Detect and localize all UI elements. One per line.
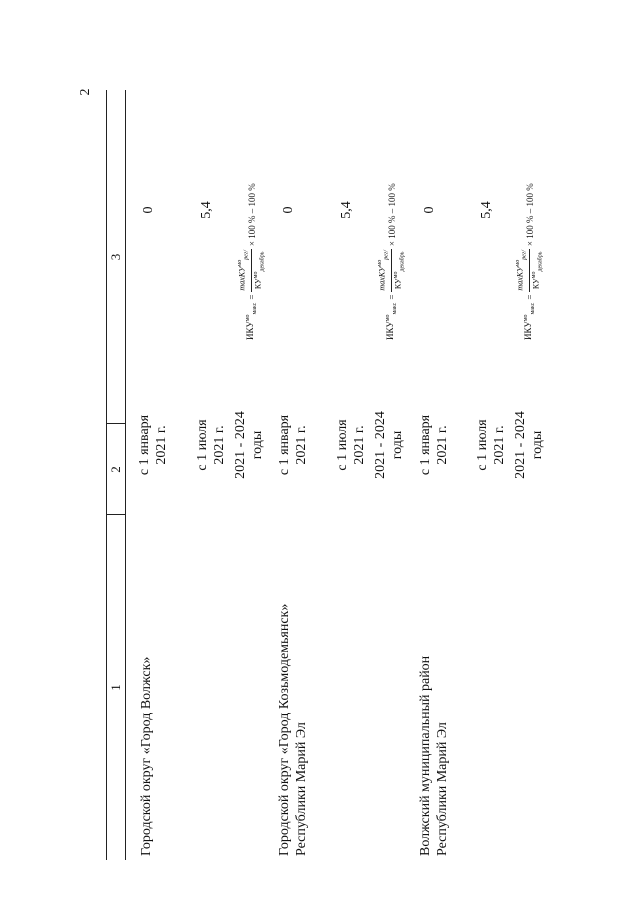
period-line2: годы [250,430,265,460]
period-line2: 2021 г. [435,425,450,465]
period-line1: 2021 - 2024 [373,411,388,479]
formula-denominator [530,251,545,291]
row-2-formula [376,100,408,340]
den-text: КУ [393,278,403,290]
num-sub: рег/ [521,250,528,260]
num-sub: рег/ [383,250,390,260]
formula-lhs-sub: макс [530,302,537,315]
formula-lhs-sup: мо [245,314,252,322]
row-3-period-3 [512,375,546,515]
header-col-1: 1 [108,684,123,691]
period-line2: годы [390,430,405,460]
row-1-value-1: 0 [141,206,156,214]
period-line2: 2021 г. [212,425,227,465]
period-line1: с 1 июля [475,419,490,471]
formula-equals: = [386,294,397,300]
formula-numerator [514,249,530,291]
formula-denominator [252,251,267,291]
formula-lhs-sub: макс [252,302,259,315]
row-2-period-2 [334,375,368,515]
row-2-name-line2: Республики Марий Эл [294,722,309,856]
page-number: 2 [78,88,93,96]
formula-numerator [376,249,392,291]
period-line2: 2021 г. [154,425,169,465]
row-3-period-1 [417,375,451,515]
formula-equals: = [524,294,535,300]
num-text: maxКУ [377,266,387,291]
formula-tail: × 100 % – 100 % [524,183,535,247]
row-2-period-1 [276,375,310,515]
num-sup: мо [377,259,383,267]
header-col-3: 3 [108,253,123,261]
num-text: maxКУ [237,266,247,291]
formula-fraction [236,249,268,291]
den-sup: мо [531,271,538,279]
row-3-period-2 [474,375,508,515]
period-line1: 2021 - 2024 [513,411,528,479]
den-sub: декабрь [259,251,266,272]
formula-lhs-sup: мо [523,314,530,322]
formula-numerator [236,249,252,291]
formula-equals: = [246,294,257,300]
formula-lhs [520,303,539,340]
den-text: КУ [253,278,263,290]
row-3-value-2: 5,4 [479,201,494,219]
period-line1: с 1 июля [195,419,210,471]
num-text: maxКУ [515,266,525,291]
row-1-formula [236,100,268,340]
formula-denominator [392,251,407,291]
period-line2: 2021 г. [352,425,367,465]
row-2-value-1: 0 [281,206,296,214]
row-2-period-3 [372,375,406,515]
period-line2: годы [530,430,545,460]
formula-tail: × 100 % – 100 % [386,183,397,247]
den-sup: мо [253,271,260,279]
den-sub: декабрь [399,251,406,272]
row-3-name-line1: Волжский муниципальный район [418,655,433,856]
row-3-value-1: 0 [422,206,437,214]
row-1-period-1 [136,375,170,515]
den-sup: мо [393,271,400,279]
period-line1: с 1 января [137,414,152,476]
row-1-period-3 [232,375,266,515]
formula-fraction [514,249,546,291]
num-sup: мо [237,259,243,267]
row-3-formula [514,100,546,340]
row-1-name-line1: Городской округ «Город Волжск» [139,656,154,856]
row-1-value-2: 5,4 [199,201,214,219]
header-col-2: 2 [108,466,123,473]
formula-lhs-text: ИКУ [245,321,256,340]
den-text: КУ [531,278,541,290]
period-line1: с 1 июля [335,419,350,471]
den-sub: декабрь [537,251,544,272]
period-line2: 2021 г. [294,425,309,465]
row-2-value-2: 5,4 [339,201,354,219]
num-sub: рег/ [243,250,250,260]
formula-lhs-text: ИКУ [523,321,534,340]
rotated-table [106,90,545,860]
num-sup: мо [515,259,521,267]
row-3-name-line2: Республики Марий Эл [435,722,450,856]
formula-lhs-text: ИКУ [385,321,396,340]
row-1-period-2 [194,375,228,515]
formula-tail: × 100 % – 100 % [246,183,257,247]
formula-lhs-sup: мо [385,314,392,322]
formula-lhs [382,303,401,340]
period-line1: с 1 января [277,414,292,476]
period-line1: с 1 января [418,414,433,476]
row-2-name-line1: Городской округ «Город Козьмодемьянск» [277,603,292,856]
formula-lhs-sub: макс [392,302,399,315]
formula-fraction [376,249,408,291]
period-line2: 2021 г. [492,425,507,465]
formula-lhs [242,303,261,340]
period-line1: 2021 - 2024 [233,411,248,479]
